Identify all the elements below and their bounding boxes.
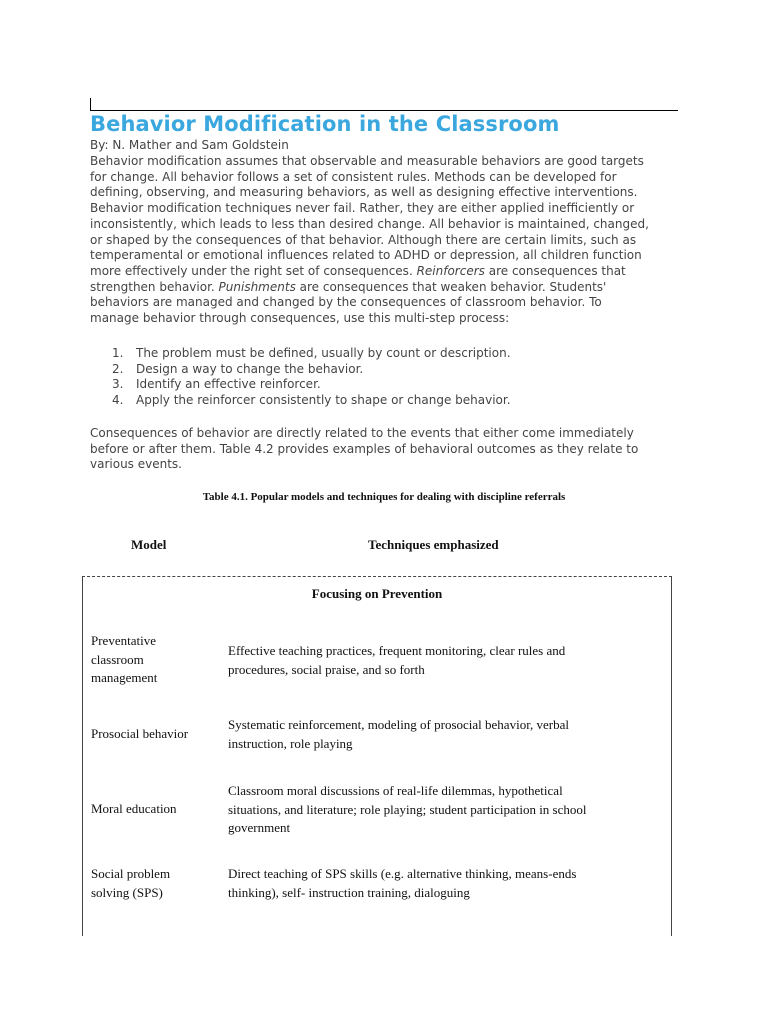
step-number: 3. [112,377,124,391]
model-line: Social problem [91,866,171,881]
tech-line: instruction, role playing [228,735,353,751]
step-text: The problem must be defined, usually by count or description. [136,346,511,360]
consequences-paragraph [90,426,680,473]
section-heading: Focusing on Prevention [311,586,443,601]
text-run: are consequences that [484,263,626,278]
tech-line: Classroom moral discussions of real-life dilemmas, hypothetical [228,783,563,798]
list-item [112,362,511,378]
model-line: Preventative [91,633,156,648]
column-header-techniques: Techniques emphasized [368,537,499,552]
tech-line: government [228,820,291,835]
step-number: 1. [112,346,124,360]
article-title: Behavior Modification in the Classroom [90,112,560,136]
intro-line: Behavior modification techniques never fail. Rather, they are either applied inefficiently or [90,201,635,216]
step-number: 4. [112,392,124,407]
tech-line: Effective teaching practices, frequent monitoring, clear rules and [228,643,566,658]
intro-line [90,264,680,280]
tech-line: Systematic reinforcement, modeling of prosocial behavior, verbal [228,717,569,732]
row-techniques [228,865,658,902]
model-line: Prosocial behavior [91,726,189,741]
list-item [112,377,511,393]
model-line: classroom [91,651,144,667]
byline: By: N. Mather and Sam Goldstein [90,138,289,152]
tech-line: Direct teaching of SPS skills (e.g. alternative thinking, means-ends [228,866,577,881]
intro-line: temperamental or emotional influences related to ADHD or depression, all children function [90,248,642,263]
intro-paragraph [90,154,680,327]
row-techniques [228,642,658,679]
step-number: 2. [112,361,124,376]
top-rule-tick [90,98,91,110]
para-line: various events. [90,457,182,472]
row-model [91,865,221,902]
term-punishments: Punishments [218,279,296,294]
intro-line: Behavior modification assumes that observable and measurable behaviors are good targets [90,154,644,168]
text-run: are consequences that weaken behavior. Students' [295,279,607,294]
intro-line: defining, observing, and measuring behaviors, as well as designing effective interventions. [90,185,638,200]
row-model [91,725,221,744]
intro-line: inconsistently, which leads to less than desired change. All behavior is maintained, changed, [90,216,649,231]
model-line: management [91,670,158,685]
column-header-model: Model [131,537,167,552]
tech-line: situations, and literature; role playing; student participation in school [228,801,587,817]
tech-line: thinking), self- instruction training, dialoguing [228,884,470,900]
term-reinforcers: Reinforcers [416,263,485,278]
table-caption: Table 4.1. Popular models and techniques for dealing with discipline referrals [202,491,566,503]
intro-line: or shaped by the consequences of that behavior. Although there are certain limits, such as [90,232,637,247]
intro-line [90,280,680,296]
row-techniques [228,782,658,838]
row-techniques [228,716,658,753]
row-model [91,800,221,819]
step-text: Design a way to change the behavior. [136,361,364,376]
list-item [112,393,511,409]
list-item [112,346,511,362]
step-text: Apply the reinforcer consistently to shape or change behavior. [136,392,511,407]
table-top-border [82,576,672,577]
top-rule [90,110,678,111]
model-line: Moral education [91,801,177,816]
intro-line: for change. All behavior follows a set of consistent rules. Methods can be developed for [90,169,617,184]
tech-line: procedures, social praise, and so forth [228,661,425,677]
step-text: Identify an effective reinforcer. [136,377,321,391]
para-line: before or after them. Table 4.2 provides examples of behavioral outcomes as they relate to [90,441,639,456]
model-line: solving (SPS) [91,884,163,900]
text-run: strengthen behavior. [90,279,219,294]
row-model [91,632,221,688]
steps-list [112,346,511,408]
para-line: Consequences of behavior are directly related to the events that either come immediately [90,426,634,440]
text-run: more effectively under the right set of consequences. [90,263,417,278]
intro-line: manage behavior through consequences, use this multi-step process: [90,311,510,326]
intro-line: behaviors are managed and changed by the consequences of classroom behavior. To [90,295,602,310]
